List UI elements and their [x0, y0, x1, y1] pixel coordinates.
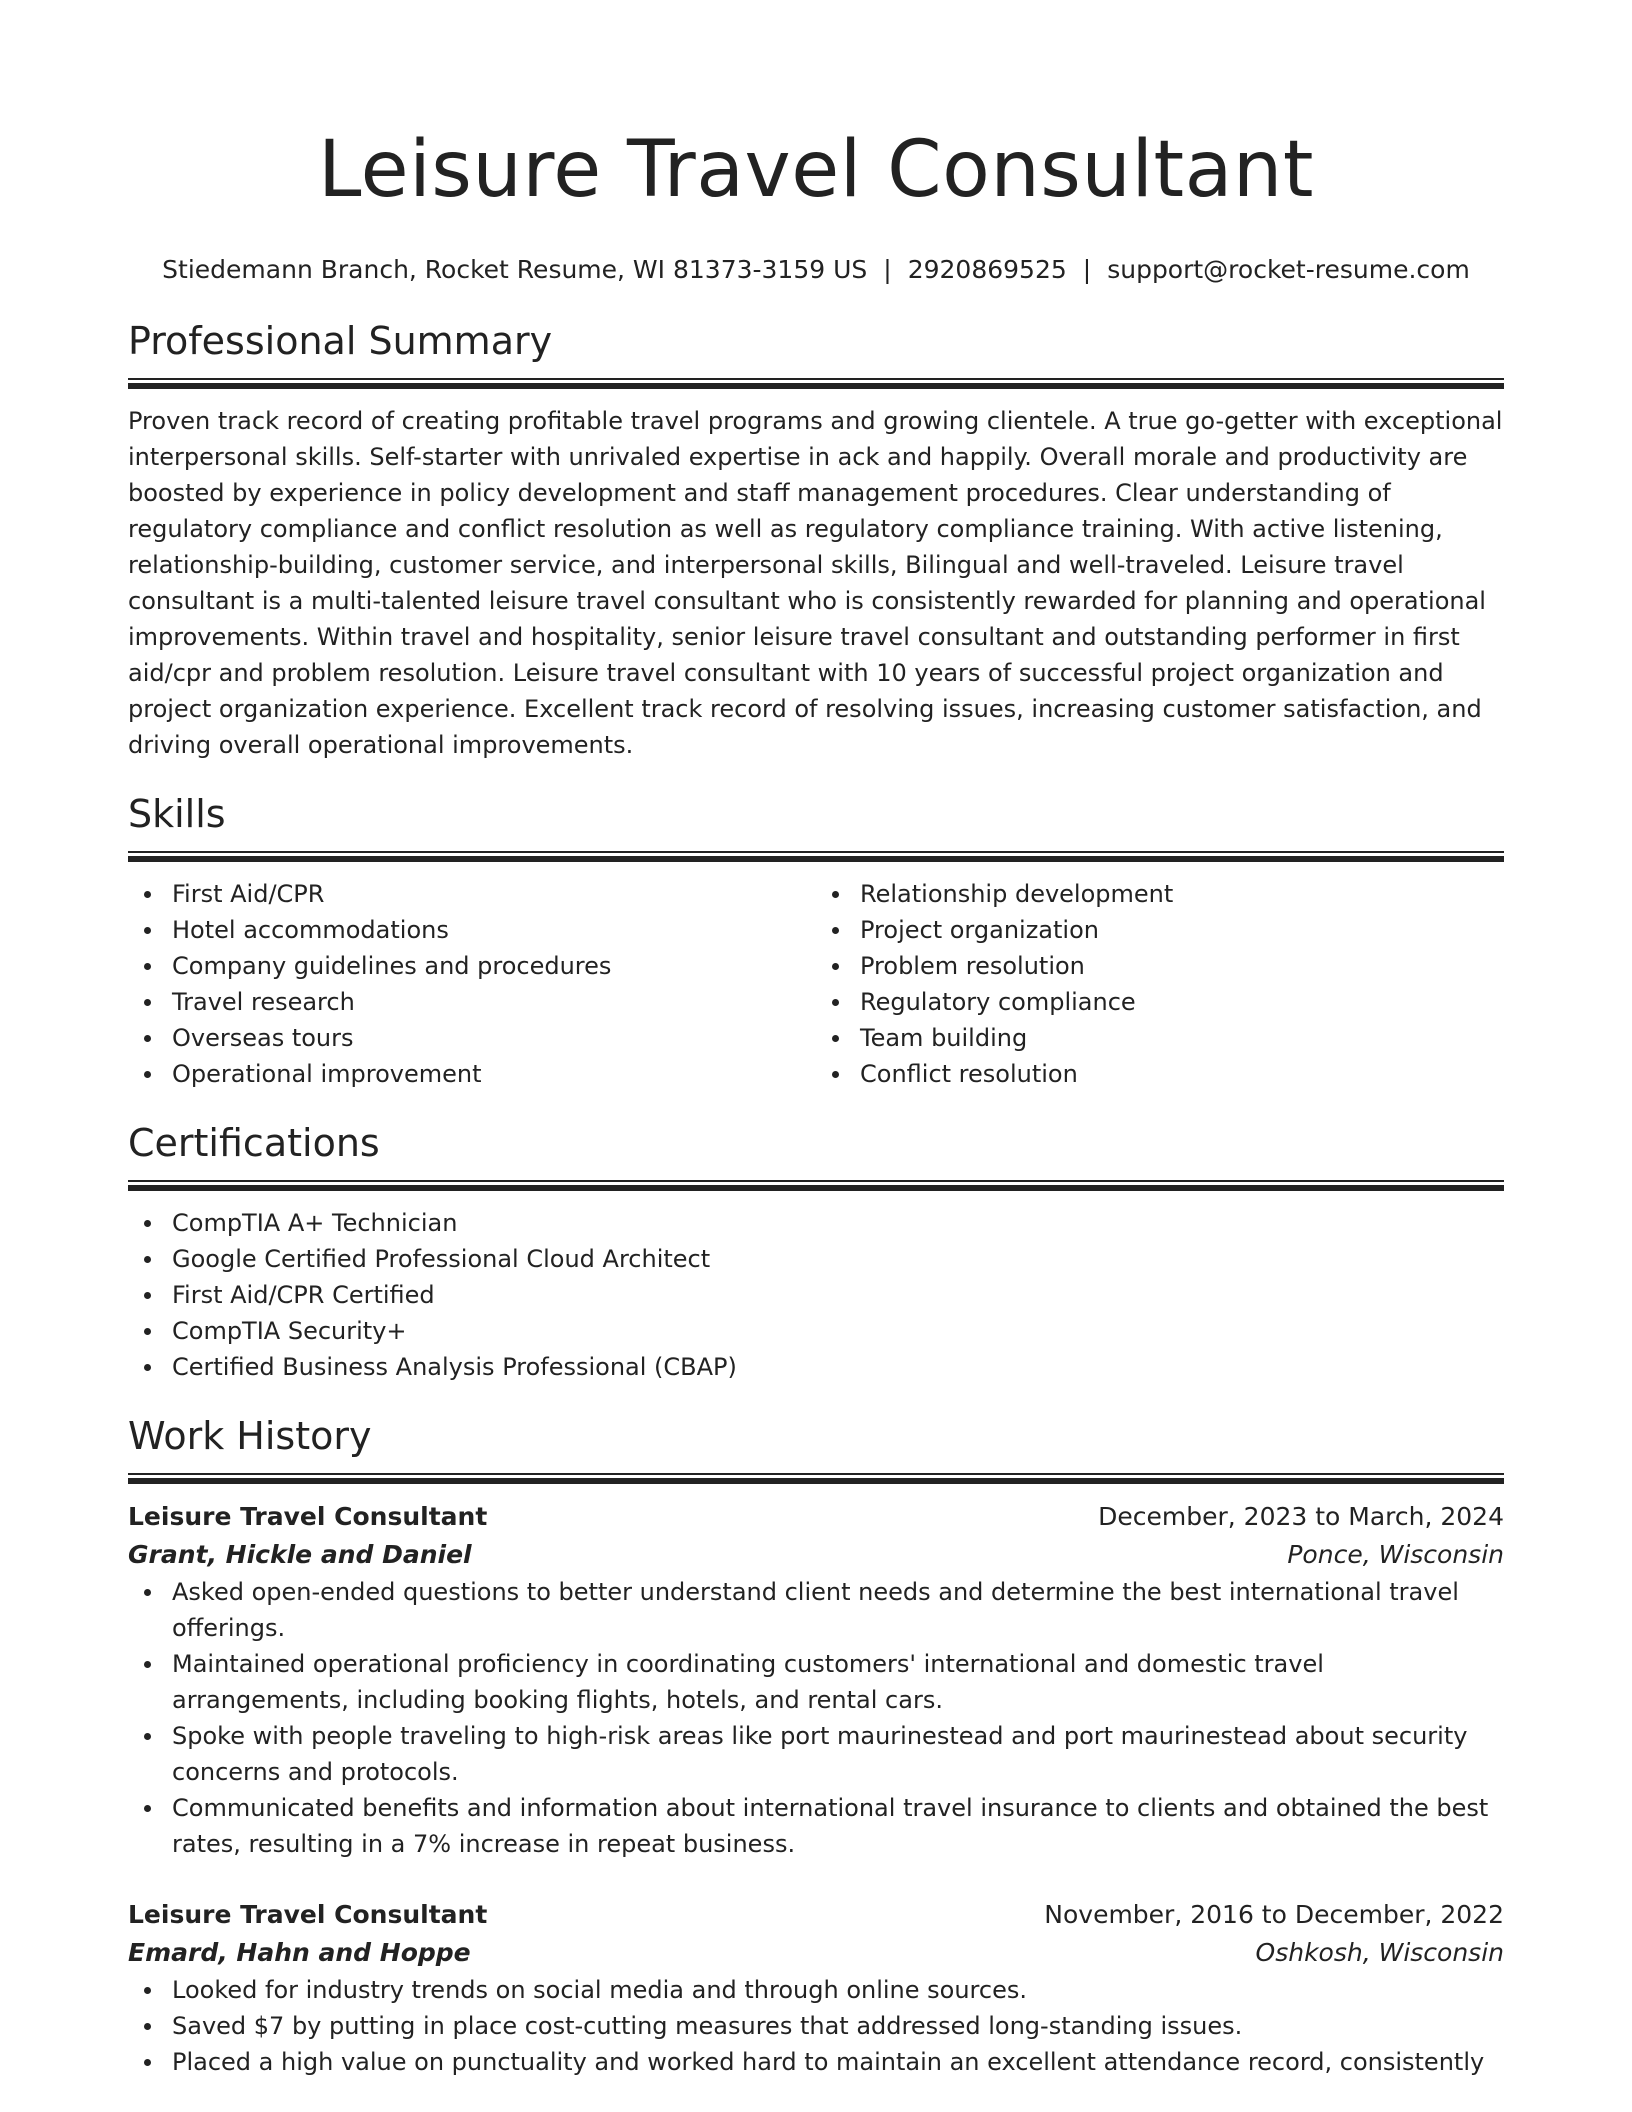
job-title: Leisure Travel Consultant — [128, 1900, 488, 1929]
resume-page — [128, 0, 1504, 2080]
job-entry — [128, 1896, 1504, 2080]
skill-item: Project organization — [860, 912, 1504, 948]
contact-address: Stiedemann Branch, Rocket Resume, WI 81373-3159 US — [162, 255, 868, 284]
certification-item: First Aid/CPR Certified — [172, 1277, 1504, 1313]
job-title: Leisure Travel Consultant — [128, 1502, 488, 1531]
job-header — [128, 1498, 1504, 1536]
skill-item: Operational improvement — [172, 1056, 816, 1092]
section-divider — [128, 851, 1504, 862]
section-title-skills: Skills — [128, 792, 226, 836]
job-header — [128, 1896, 1504, 1934]
section-divider — [128, 1180, 1504, 1191]
section-title-summary: Professional Summary — [128, 319, 553, 363]
job-dates: November, 2016 to December, 2022 — [1044, 1900, 1504, 1929]
certifications-section — [128, 1118, 1504, 1385]
job-bullet: Saved $7 by putting in place cost-cutting measures that addressed long-standing issues. — [172, 2008, 1504, 2044]
job-bullet: Placed a high value on punctuality and worked hard to maintain an excellent attendance record, consistently — [172, 2044, 1504, 2080]
skill-item: Overseas tours — [172, 1020, 816, 1056]
contact-phone: 2920869525 — [907, 255, 1067, 284]
summary-text: Proven track record of creating profitable travel programs and growing clientele. A true go-getter with exceptional interpersonal skills. Self-starter with unrivaled expertise in ack and happily. Overall morale and productivity are boosted by experience in policy development and staff management procedures. Clear understanding of regulatory compliance and conflict resolution as well as regulatory compliance training. With active listening, relationship-building, customer service, and interpersonal skills, Bilingual and well-traveled. Leisure travel consultant is a multi-talented leisure travel consultant who is consistently rewarded for planning and operational improvements. Within travel and hospitality, senior leisure travel consultant and outstanding performer in first aid/cpr and problem resolution. Leisure travel consultant with 10 years of successful project organization and project organization experience. Excellent track record of resolving issues, increasing customer satisfaction, and driving overall operational improvements. — [128, 407, 1503, 759]
skill-item: Hotel accommodations — [172, 912, 816, 948]
section-divider — [128, 1473, 1504, 1484]
certification-item: CompTIA Security+ — [172, 1313, 1504, 1349]
contact-line — [128, 252, 1504, 288]
contact-email: support@rocket-resume.com — [1107, 255, 1470, 284]
skills-section — [128, 789, 1504, 1092]
skills-list-left — [128, 876, 816, 1092]
skill-item: Relationship development — [860, 876, 1504, 912]
job-entry — [128, 1498, 1504, 1862]
job-bullets — [128, 1574, 1504, 1862]
work-history-section — [128, 1411, 1504, 2080]
job-company: Emard, Hahn and Hoppe — [128, 1938, 471, 1967]
skill-item: Travel research — [172, 984, 816, 1020]
job-bullet: Spoke with people traveling to high-risk areas like port maurinestead and port maurinestead about security concerns and protocols. — [172, 1718, 1504, 1790]
skill-item: Company guidelines and procedures — [172, 948, 816, 984]
job-company: Grant, Hickle and Daniel — [128, 1540, 472, 1569]
certification-item: Certified Business Analysis Professional (CBAP) — [172, 1349, 1504, 1385]
job-subheader — [128, 1536, 1504, 1574]
job-location: Ponce, Wisconsin — [1287, 1540, 1504, 1569]
summary-section — [128, 316, 1504, 763]
skills-list-right — [816, 876, 1504, 1092]
job-bullet: Maintained operational proficiency in coordinating customers' international and domestic travel arrangements, including booking flights, hotels, and rental cars. — [172, 1646, 1504, 1718]
skill-item: First Aid/CPR — [172, 876, 816, 912]
job-location: Oshkosh, Wisconsin — [1255, 1938, 1504, 1967]
certifications-list — [128, 1205, 1504, 1385]
section-title-certifications: Certifications — [128, 1121, 380, 1165]
resume-name: Leisure Travel Consultant — [318, 125, 1314, 215]
section-title-work-history: Work History — [128, 1414, 372, 1458]
job-bullets — [128, 1972, 1504, 2080]
contact-separator: | — [883, 255, 892, 284]
job-subheader — [128, 1934, 1504, 1972]
skills-columns — [128, 876, 1504, 1092]
certification-item: CompTIA A+ Technician — [172, 1205, 1504, 1241]
job-bullet: Looked for industry trends on social media and through online sources. — [172, 1972, 1504, 2008]
job-bullet: Asked open-ended questions to better understand client needs and determine the best international travel offerings. — [172, 1574, 1504, 1646]
contact-separator: | — [1082, 255, 1092, 284]
skill-item: Regulatory compliance — [860, 984, 1504, 1020]
certification-item: Google Certified Professional Cloud Architect — [172, 1241, 1504, 1277]
skill-item: Problem resolution — [860, 948, 1504, 984]
skill-item: Team building — [860, 1020, 1504, 1056]
skill-item: Conflict resolution — [860, 1056, 1504, 1092]
job-bullet: Communicated benefits and information about international travel insurance to clients and obtained the best rates, resulting in a 7% increase in repeat business. — [172, 1790, 1504, 1862]
section-divider — [128, 378, 1504, 389]
job-dates: December, 2023 to March, 2024 — [1098, 1502, 1504, 1531]
